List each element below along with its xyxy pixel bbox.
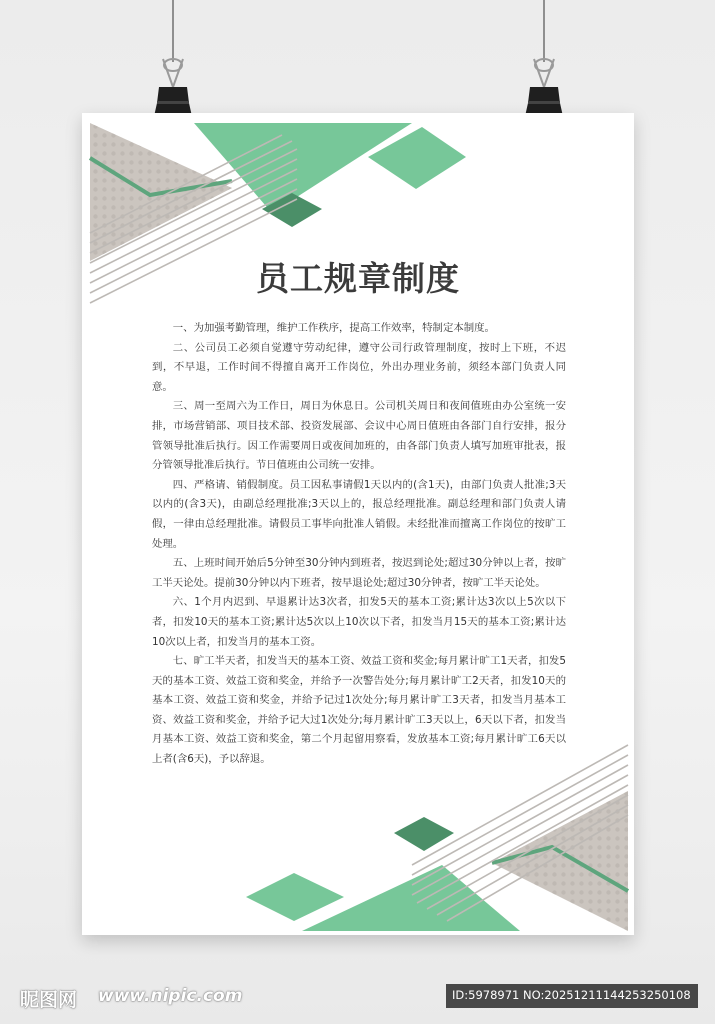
hanging-wire-left [172,0,174,62]
paragraph-7: 七、旷工半天者，扣发当天的基本工资、效益工资和奖金;每月累计旷工1天者，扣发5天的基本工资、效益工资和奖金，并给予一次警告处分;每月累计旷工2天者，扣发10天的基本工资、效益工资和奖金，并给予记过1次处分;每月累计旷工3天者，扣发当月基本工资、效益工资和奖金，并给予记大过1次处分;每月累计旷工3天以上，6天以下者，扣发当月基本工资、效益工资和奖金，第二个月起留用察看，发放基本工资;每月累计旷工6天以上者(含6天)，予以辞退。 [152,655,566,766]
paragraph-6: 六、1个月内迟到、早退累计达3次者，扣发5天的基本工资;累计达3次以上5次以下者，扣发10天的基本工资;累计达5次以上10次以下者，扣发当月15天的基本工资;累计达10次以上者，扣发当月的基本工资。 [152,596,566,648]
paragraph-3: 三、周一至周六为工作日，周日为休息日。公司机关周日和夜间值班由办公室统一安排，市场营销部、项目技术部、投资发展部、会议中心周日值班由各部门自行安排，报分管领导批准后执行。因工作需要周日或夜间加班的，由各部门负责人填写加班审批表，报分管领导批准后执行。节日值班由公司统一安排。 [152,400,566,472]
paragraph-4: 四、严格请、销假制度。员工因私事请假1天以内的(含1天)，由部门负责人批准;3天以内的(含3天)，由副总经理批准;3天以上的，报总经理批准。副总经理和部门负责人请假，一律由总经理批准。请假员工事毕向批准人销假。未经批准而擅离工作岗位的按旷工处理。 [152,478,566,550]
paragraph-5: 五、上班时间开始后5分钟至30分钟内到班者，按迟到论处;超过30分钟以上者，按旷工半天论处。提前30分钟以内下班者，按早退论处;超过30分钟者，按旷工半天论处。 [152,557,566,589]
watermark-logo: 昵图网 [20,989,78,1011]
paragraph-1: 一、为加强考勤管理，维护工作秩序，提高工作效率，特制定本制度。 [172,322,495,334]
regulation-body [152,319,566,770]
watermark-id-text: ID:5978971 NO:20251211144253250108 [452,988,691,1002]
paragraph-2: 二、公司员工必须自觉遵守劳动纪律，遵守公司行政管理制度，按时上下班，不迟到，不早退，工作时间不得擅自离开工作岗位，外出办理业务前，须经本部门负责人同意。 [152,341,566,393]
page-title: 员工规章制度 [256,259,460,298]
poster [82,113,634,935]
watermark-site: www.nipic.com [98,986,243,1006]
hanging-wire-right [543,0,545,62]
